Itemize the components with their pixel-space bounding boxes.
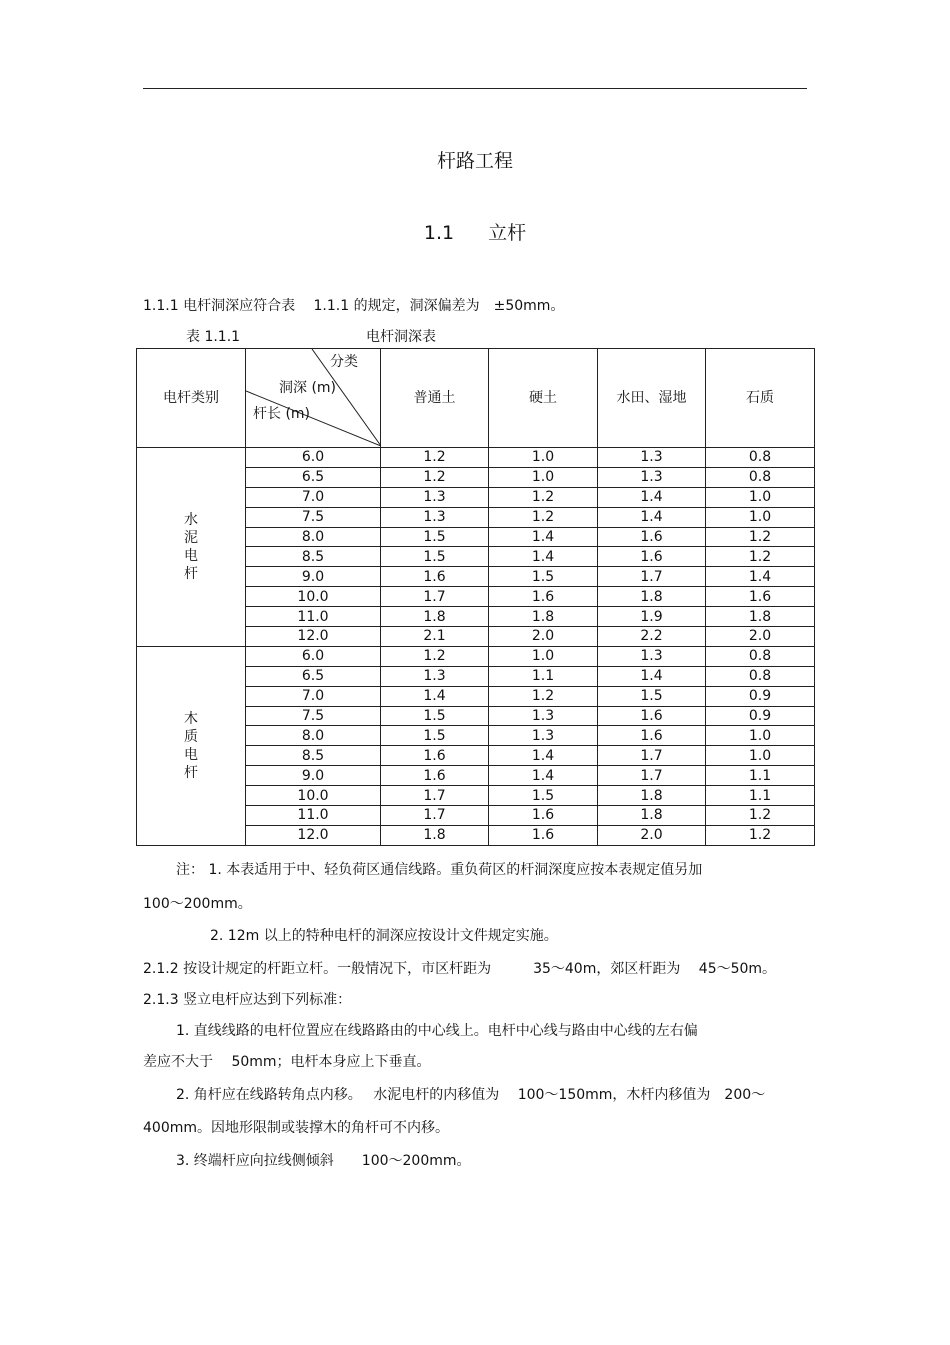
depth-value-cell: 1.7 [598,567,706,587]
table-row [137,448,815,468]
depth-value-cell: 1.6 [489,806,598,826]
item-1-line-1: 1. 直线线路的电杆位置应在线路路由的中心线上。电杆中心线与路由中心线的左右偏 [176,1023,698,1039]
diag-label-depth: 洞深 (m) [279,380,337,396]
depth-value-cell: 1.6 [381,567,489,587]
depth-value-cell: 2.0 [489,627,598,647]
depth-value-cell: 1.1 [706,786,815,806]
depth-value-cell: 0.8 [706,666,815,686]
pole-length-cell: 10.0 [246,587,381,607]
header-soil-2: 水田、湿地 [598,349,706,448]
pole-group-char: 电 [184,746,198,763]
depth-value-cell: 1.2 [706,806,815,826]
header-soil-1: 硬土 [489,349,598,448]
table-header-row [137,349,815,448]
depth-value-cell: 1.3 [598,646,706,666]
depth-value-cell: 1.5 [489,567,598,587]
item-2-line-2: 400mm。因地形限制或装撑木的角杆可不内移。 [143,1120,449,1136]
pole-depth-table [136,348,815,846]
depth-value-cell: 1.4 [598,507,706,527]
pole-length-cell: 8.5 [246,547,381,567]
section-heading [0,218,950,245]
depth-value-cell: 1.8 [598,786,706,806]
depth-value-cell: 1.2 [489,507,598,527]
table-caption-id: 表 1.1.1 [186,329,241,345]
depth-value-cell: 0.8 [706,448,815,468]
depth-value-cell: 1.0 [706,726,815,746]
diag-label-length: 杆长 (m) [253,406,311,422]
depth-value-cell: 1.1 [489,666,598,686]
depth-value-cell: 1.6 [598,726,706,746]
pole-length-cell: 9.0 [246,567,381,587]
pole-group-char: 泥 [184,529,198,546]
depth-value-cell: 1.1 [706,766,815,786]
depth-value-cell: 1.4 [489,527,598,547]
depth-value-cell: 1.5 [598,686,706,706]
depth-value-cell: 1.4 [489,766,598,786]
table-caption-name: 电杆洞深表 [366,329,436,345]
depth-value-cell: 1.6 [706,587,815,607]
header-soil-0: 普通土 [381,349,489,448]
depth-value-cell: 1.3 [598,448,706,468]
item-1-line-2: 差应不大于 50mm；电杆本身应上下垂直。 [143,1054,431,1070]
header-soil-3: 石质 [706,349,815,448]
diagonal-lines [246,349,381,447]
header-diagonal-cell [246,349,381,448]
diag-label-category: 分类 [330,354,358,370]
depth-value-cell: 1.5 [381,527,489,547]
depth-value-cell: 1.2 [706,547,815,567]
pole-group-label [137,448,246,647]
pole-group-char: 水 [184,511,198,528]
depth-value-cell: 1.6 [598,547,706,567]
depth-value-cell: 1.8 [489,607,598,627]
depth-value-cell: 1.6 [381,766,489,786]
depth-value-cell: 1.3 [598,467,706,487]
clause-1-1-1: 1.1.1 电杆洞深应符合表 1.1.1 的规定，洞深偏差为 ±50mm。 [143,298,565,314]
item-2-line-1: 2. 角杆应在线路转角点内移。 水泥电杆的内移值为 100～150mm，木杆内移值为 200～ [176,1087,766,1103]
depth-value-cell: 1.4 [706,567,815,587]
clause-2-1-3: 2.1.3 竖立电杆应达到下列标准： [143,992,352,1008]
pole-group-char: 木 [184,710,198,727]
depth-value-cell: 1.4 [598,666,706,686]
clause-2-1-2: 2.1.2 按设计规定的杆距立杆。一般情况下，市区杆距为 35～40m，郊区杆距为 45～50m。 [143,961,777,977]
section-number: 1.1 [423,222,455,244]
depth-value-cell: 1.6 [489,587,598,607]
depth-value-cell: 1.0 [706,487,815,507]
depth-value-cell: 1.8 [381,607,489,627]
pole-length-cell: 6.5 [246,666,381,686]
pole-length-cell: 7.5 [246,507,381,527]
pole-length-cell: 11.0 [246,607,381,627]
depth-value-cell: 1.2 [706,527,815,547]
depth-value-cell: 1.0 [489,467,598,487]
note-1-line-2: 100～200mm。 [143,896,252,912]
depth-value-cell: 0.9 [706,686,815,706]
depth-value-cell: 1.7 [598,766,706,786]
depth-value-cell: 1.2 [706,825,815,845]
depth-value-cell: 0.9 [706,706,815,726]
depth-value-cell: 1.5 [489,786,598,806]
depth-value-cell: 1.2 [381,646,489,666]
header-rule [143,88,807,89]
depth-value-cell: 1.3 [381,507,489,527]
depth-value-cell: 1.8 [598,806,706,826]
depth-value-cell: 1.2 [489,686,598,706]
depth-value-cell: 0.8 [706,646,815,666]
note-2: 2. 12m 以上的特种电杆的洞深应按设计文件规定实施。 [210,928,558,944]
pole-length-cell: 7.5 [246,706,381,726]
pole-length-cell: 10.0 [246,786,381,806]
depth-value-cell: 1.7 [381,806,489,826]
depth-value-cell: 1.5 [381,547,489,567]
section-title: 立杆 [488,222,527,244]
pole-group-label [137,646,246,845]
depth-value-cell: 1.0 [489,448,598,468]
depth-value-cell: 2.2 [598,627,706,647]
pole-length-cell: 12.0 [246,627,381,647]
depth-value-cell: 0.8 [706,467,815,487]
depth-value-cell: 1.2 [381,448,489,468]
pole-length-cell: 8.0 [246,527,381,547]
depth-value-cell: 1.4 [489,746,598,766]
depth-value-cell: 1.3 [489,706,598,726]
depth-value-cell: 1.3 [381,666,489,686]
document-title: 杆路工程 [436,150,513,172]
depth-value-cell: 1.4 [598,487,706,507]
pole-length-cell: 7.0 [246,686,381,706]
depth-value-cell: 1.4 [381,686,489,706]
depth-value-cell: 1.0 [489,646,598,666]
depth-value-cell: 1.8 [706,607,815,627]
depth-value-cell: 1.4 [489,547,598,567]
depth-value-cell: 1.6 [598,706,706,726]
pole-group-char: 杆 [184,565,198,582]
pole-group-char: 电 [184,547,198,564]
depth-value-cell: 1.0 [706,507,815,527]
pole-length-cell: 7.0 [246,487,381,507]
pole-group-char: 杆 [184,764,198,781]
depth-value-cell: 1.3 [489,726,598,746]
pole-length-cell: 12.0 [246,825,381,845]
depth-value-cell: 2.1 [381,627,489,647]
depth-value-cell: 1.2 [489,487,598,507]
depth-value-cell: 2.0 [706,627,815,647]
depth-value-cell: 1.7 [598,746,706,766]
note-1-line-1: 注： 1. 本表适用于中、轻负荷区通信线路。重负荷区的杆洞深度应按本表规定值另加 [176,862,703,878]
header-pole-type: 电杆类别 [137,349,246,448]
depth-value-cell: 1.9 [598,607,706,627]
depth-value-cell: 1.7 [381,587,489,607]
depth-value-cell: 1.3 [381,487,489,507]
depth-value-cell: 1.6 [381,746,489,766]
pole-length-cell: 6.0 [246,448,381,468]
table-row [137,646,815,666]
pole-length-cell: 8.0 [246,726,381,746]
pole-group-char: 质 [184,728,198,745]
depth-value-cell: 1.6 [598,527,706,547]
depth-value-cell: 1.5 [381,726,489,746]
depth-value-cell: 1.6 [489,825,598,845]
depth-value-cell: 1.0 [706,746,815,766]
depth-value-cell: 2.0 [598,825,706,845]
pole-length-cell: 9.0 [246,766,381,786]
pole-length-cell: 6.5 [246,467,381,487]
item-3: 3. 终端杆应向拉线侧倾斜 100～200mm。 [176,1153,471,1169]
depth-value-cell: 1.8 [598,587,706,607]
depth-value-cell: 1.7 [381,786,489,806]
pole-length-cell: 8.5 [246,746,381,766]
depth-value-cell: 1.2 [381,467,489,487]
depth-value-cell: 1.5 [381,706,489,726]
depth-value-cell: 1.8 [381,825,489,845]
pole-length-cell: 6.0 [246,646,381,666]
pole-length-cell: 11.0 [246,806,381,826]
